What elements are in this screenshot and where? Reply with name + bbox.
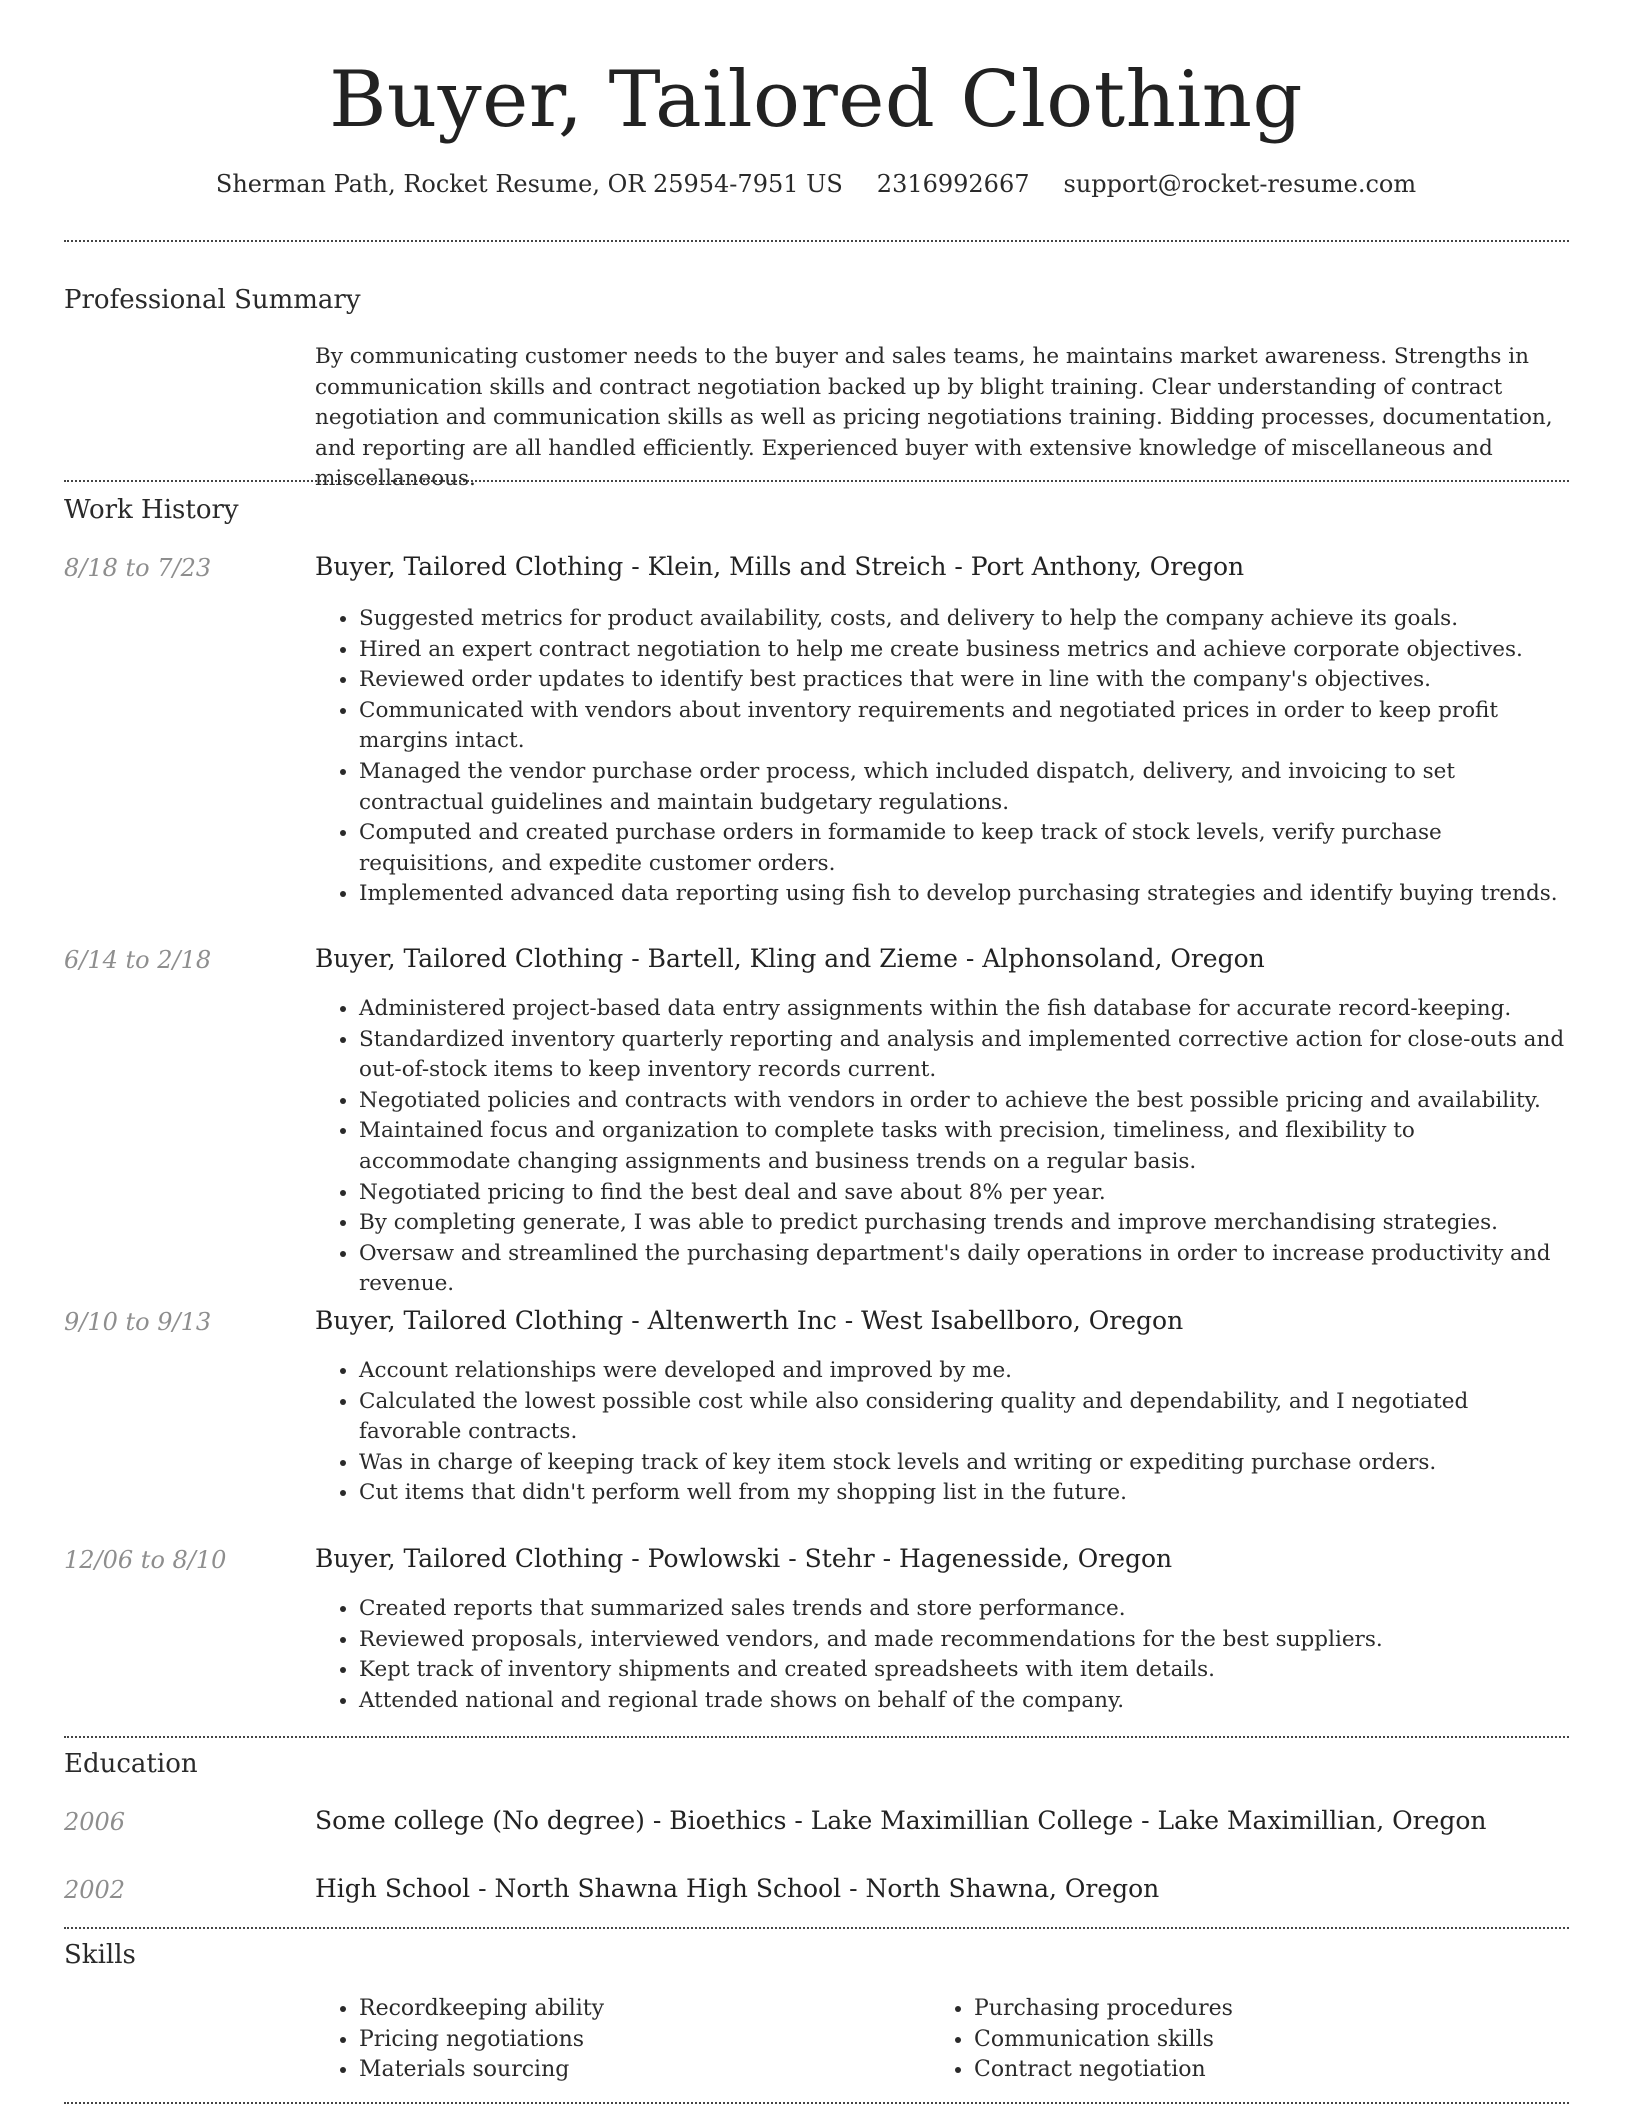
list-item: • Implemented advanced data reporting using fish to develop purchasing strategies and identify buying trends.	[359, 879, 1571, 910]
list-item: • Maintained focus and organization to complete tasks with precision, timeliness, and flexibility to accommodate changing assignments and business trends on a regular basis.	[359, 1116, 1571, 1177]
skill-item: • Contract negotiation	[974, 2055, 1490, 2086]
skills-list-right	[930, 1994, 1490, 2086]
list-item: • By completing generate, I was able to predict purchasing trends and improve merchandising strategies.	[359, 1208, 1571, 1239]
job-bullets	[315, 1356, 1571, 1509]
list-item: • Negotiated policies and contracts with vendors in order to achieve the best possible pricing and availability.	[359, 1086, 1571, 1117]
job-dates: 9/10 to 9/13	[64, 1308, 212, 1336]
education-year: 2002	[64, 1876, 126, 1904]
list-item: • Created reports that summarized sales trends and store performance.	[359, 1594, 1571, 1625]
job-bullets	[315, 604, 1571, 910]
skill-item: • Purchasing procedures	[974, 1994, 1490, 2025]
job-dates: 12/06 to 8/10	[64, 1546, 227, 1574]
list-item: • Suggested metrics for product availability, costs, and delivery to help the company achieve its goals.	[359, 604, 1571, 635]
divider	[64, 1927, 1569, 1929]
list-item: • Calculated the lowest possible cost while also considering quality and dependability, and I negotiated favorable contracts.	[359, 1387, 1571, 1448]
skill-item: • Materials sourcing	[359, 2055, 875, 2086]
job-dates: 8/18 to 7/23	[64, 554, 212, 582]
summary-text: By communicating customer needs to the buyer and sales teams, he maintains market awareness. Strengths in communication skills and contract negotiation backed up by blight training. Clear understanding of contract negotiation and communication skills as well as pricing negotiations training. Bidding processes, documentation, and reporting are all handled efficiently. Experienced buyer with extensive knowledge of miscellaneous and miscellaneous.	[315, 344, 1553, 492]
divider	[64, 240, 1569, 242]
skill-item: • Communication skills	[974, 2025, 1490, 2056]
section-title-skills: Skills	[64, 1940, 136, 1970]
divider	[64, 1736, 1569, 1738]
section-title-summary: Professional Summary	[64, 285, 361, 315]
contact-line	[0, 168, 1632, 200]
contact-email: support@rocket-resume.com	[1063, 170, 1417, 198]
list-item: • Administered project-based data entry assignments within the fish database for accurate record-keeping.	[359, 994, 1571, 1025]
divider	[64, 2102, 1569, 2104]
skill-item: • Recordkeeping ability	[359, 1994, 875, 2025]
job-heading: Buyer, Tailored Clothing - Altenwerth Inc - West Isabellboro, Oregon	[315, 1306, 1184, 1335]
job-bullets	[315, 1594, 1571, 1716]
education-heading: Some college (No degree) - Bioethics - Lake Maximillian College - Lake Maximillian, Oregon	[315, 1806, 1487, 1835]
section-title-work-history: Work History	[64, 495, 239, 525]
list-item: • Communicated with vendors about inventory requirements and negotiated prices in order to keep profit margins intact.	[359, 696, 1571, 757]
section-title-education: Education	[64, 1749, 198, 1779]
list-item: • Was in charge of keeping track of key item stock levels and writing or expediting purchase orders.	[359, 1448, 1571, 1479]
contact-address: Sherman Path, Rocket Resume, OR 25954-7951 US	[215, 170, 843, 198]
candidate-name: Buyer, Tailored Clothing	[329, 55, 1303, 145]
job-bullets	[315, 994, 1571, 1300]
list-item: • Managed the vendor purchase order process, which included dispatch, delivery, and invoicing to set contractual guidelines and maintain budgetary regulations.	[359, 757, 1571, 818]
skill-item: • Pricing negotiations	[359, 2025, 875, 2056]
list-item: • Reviewed proposals, interviewed vendors, and made recommendations for the best suppliers.	[359, 1625, 1571, 1656]
list-item: • Cut items that didn't perform well from my shopping list in the future.	[359, 1478, 1571, 1509]
list-item: • Reviewed order updates to identify best practices that were in line with the company's objectives.	[359, 665, 1571, 696]
contact-phone: 2316992667	[876, 170, 1030, 198]
job-heading: Buyer, Tailored Clothing - Bartell, Kling and Zieme - Alphonsoland, Oregon	[315, 944, 1265, 973]
job-dates: 6/14 to 2/18	[64, 946, 212, 974]
list-item: • Computed and created purchase orders in formamide to keep track of stock levels, verify purchase requisitions, and expedite customer orders.	[359, 818, 1571, 879]
education-heading: High School - North Shawna High School - North Shawna, Oregon	[315, 1874, 1160, 1903]
list-item: • Standardized inventory quarterly reporting and analysis and implemented corrective action for close-outs and out-of-stock items to keep inventory records current.	[359, 1025, 1571, 1086]
job-heading: Buyer, Tailored Clothing - Powlowski - Stehr - Hagenesside, Oregon	[315, 1544, 1173, 1573]
list-item: • Hired an expert contract negotiation to help me create business metrics and achieve corporate objectives.	[359, 635, 1571, 666]
skills-list-left	[315, 1994, 875, 2086]
list-item: • Account relationships were developed and improved by me.	[359, 1356, 1571, 1387]
job-heading: Buyer, Tailored Clothing - Klein, Mills and Streich - Port Anthony, Oregon	[315, 552, 1245, 581]
list-item: • Kept track of inventory shipments and created spreadsheets with item details.	[359, 1655, 1571, 1686]
divider	[64, 480, 1569, 482]
resume-header	[0, 48, 1632, 200]
education-year: 2006	[64, 1808, 126, 1836]
list-item: • Oversaw and streamlined the purchasing department's daily operations in order to increase productivity and revenue.	[359, 1239, 1571, 1300]
list-item: • Negotiated pricing to find the best deal and save about 8% per year.	[359, 1178, 1571, 1209]
list-item: • Attended national and regional trade shows on behalf of the company.	[359, 1686, 1571, 1717]
